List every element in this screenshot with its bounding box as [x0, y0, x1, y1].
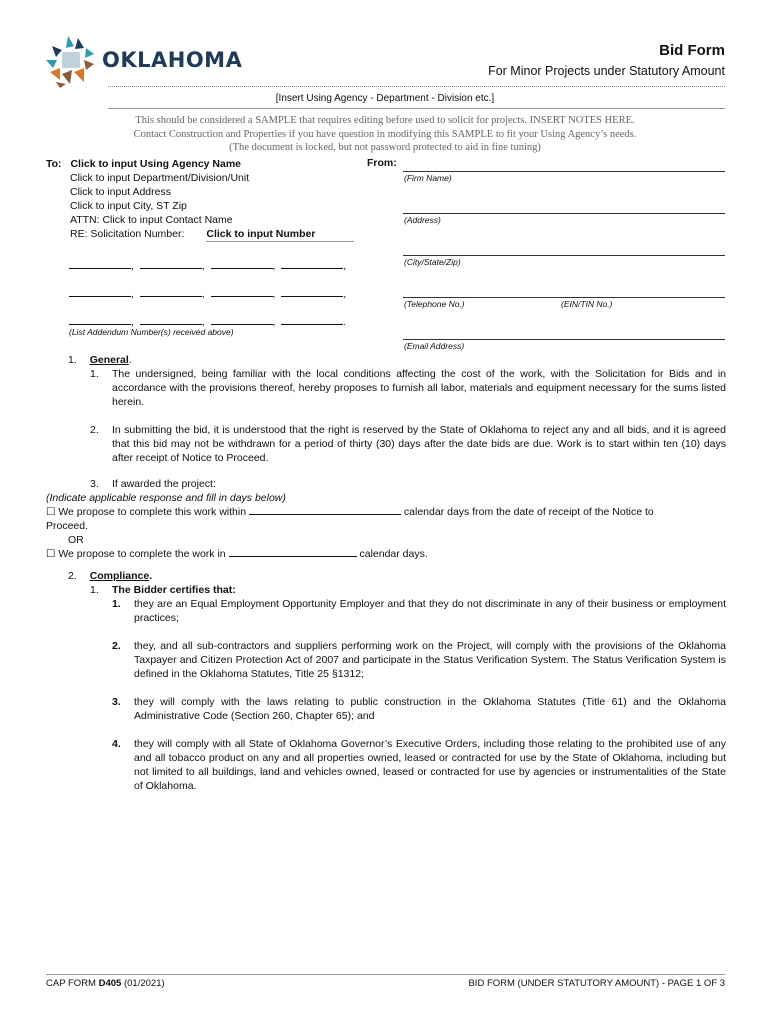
addendum-input[interactable] [69, 315, 131, 325]
note-line: This should be considered a SAMPLE that requires editing before used to solicit for projects. INSERT NOTES HERE. [135, 115, 635, 126]
addendum-input[interactable] [211, 315, 273, 325]
re-label: RE: Solicitation Number: [70, 228, 185, 240]
addendum-input[interactable] [281, 287, 343, 297]
compliance-text: they will comply with all State of Oklahoma Governor’s Executive Orders, including those relating to the prohibited use of any and all tobacco product on any and all properties owned, leased or contracted for use by the State of Oklahoma, including but not limited to all buildings, land and vehicles owned, leased or contracted for use by agencies or instrumentalities of the State of Oklahoma. [134, 738, 726, 792]
address-field[interactable]: Click to input Address [70, 186, 171, 198]
option-1-cont: Proceed. [46, 520, 89, 532]
section-compliance: 2. Compliance. 1. The Bidder certifies that: 1. they are an Equal Employment Opportunity Employer and that they do not discriminate in any of their business or employment practices; 2. they, and all sub-contractors and suppliers performing work on the Project, will comply with the provisions of the Oklahoma Taxpayer and Citizen Protection Act of 2007 and participate in the Status Verification System. The Status Verification System is defined in the Oklahoma Statutes, Title 25 §1312; 3. they will comply with the laws relating to public construction in the Oklahoma Statutes (Title 61) and the Oklahoma Administrative Code (Section 260, Chapter 65); and 4. they will comply with all State of Oklahoma Governor’s Executive Orders, including those relating to the prohibited use of any and all tobacco product on any and all properties owned, leased or contracted for use by the State of Oklahoma, including but not limited to all buildings, land and vehicles owned, leased or contracted for use by agencies or instrumentalities of the State of Oklahoma. [46, 569, 726, 793]
note-line: Contact Construction and Properties if you have question in modifying this SAMPLE to fit your Using Agency’s needs. [133, 128, 637, 140]
city-state-zip-input[interactable] [403, 255, 725, 256]
address-input[interactable] [403, 213, 725, 214]
city-state-zip-label: (City/State/Zip) [404, 257, 461, 267]
email-input[interactable] [403, 339, 725, 340]
footer-divider [46, 974, 725, 975]
telephone-input[interactable] [403, 297, 560, 298]
address-label: (Address) [404, 215, 441, 225]
addendum-input[interactable] [211, 259, 273, 269]
compliance-text: they are an Equal Employment Opportunity Employer and that they do not discriminate in any of their business or employment practices; [134, 598, 726, 624]
addendum-input[interactable] [140, 287, 202, 297]
section-number: 2. [68, 570, 77, 582]
form-title: Bid Form [659, 42, 725, 59]
footer-form-date: (01/2021) [121, 978, 165, 989]
section-title: Compliance [89, 570, 150, 582]
item-number: 4. [112, 738, 121, 750]
days-input-2[interactable] [229, 547, 357, 557]
footer-form-number: D405 [98, 978, 122, 989]
ein-input[interactable] [560, 297, 725, 298]
compliance-item [46, 737, 726, 793]
option-2-suffix: calendar days. [359, 548, 428, 560]
option-1-suffix: calendar days from the date of receipt of the Notice to [403, 506, 654, 518]
addendum-input[interactable] [140, 315, 202, 325]
addendum-label: (List Addendum Number(s) received above) [69, 327, 234, 337]
to-block [46, 157, 354, 242]
general-item-3: If awarded the project: [112, 478, 216, 490]
compliance-text: they, and all sub-contractors and suppliers performing work on the Project, will comply with the provisions of the Oklahoma Taxpayer and Citizen Protection Act of 2007 and participate in the Status Verification System. The Status Verification System is defined in the Oklahoma Statutes, Title 25 §1312; [134, 640, 726, 680]
compliance-item [46, 695, 726, 723]
addendum-row: , , , , [69, 287, 346, 300]
response-note: (Indicate applicable response and fill in days below) [46, 492, 286, 504]
item-number: 2. [112, 640, 121, 652]
option-2-checkbox[interactable]: ☐ We propose to complete the work in [46, 548, 226, 560]
addendum-input[interactable] [281, 315, 343, 325]
solicitation-number-field[interactable]: Click to input Number [206, 227, 354, 242]
section-general: 1. General. 1. The undersigned, being familiar with the local conditions affecting the cost of the work, with the Solicitation for Bids and in accordance with the provisions thereof, hereby proposes to furnish all labor, materials and equipment necessary for the sums listed herein. 2. In submitting the bid, it is understood that the right is reserved by the State of Oklahoma to reject any and all bids, and it is agreed that this bid may not be withdrawn for a period of thirty (30) days after the date bids are due. Work is to start within ten (10) days after receipt of Notice to Proceed. 3. If awarded the project: (Indicate applicable response and fill in days below) ☐ We propose to complete this work within calendar days from the date of receipt of the Notice to Proceed. OR ☐ We propose to complete the work in calendar days. [46, 354, 726, 560]
addendum-input[interactable] [69, 287, 131, 297]
item-number: 3. [90, 478, 99, 490]
item-number: 1. [90, 584, 99, 596]
addendum-input[interactable] [69, 259, 131, 269]
addendum-input[interactable] [211, 287, 273, 297]
item-number: 1. [112, 598, 121, 610]
section-number: 1. [68, 354, 77, 366]
oklahoma-star-icon [44, 34, 98, 88]
addendum-input[interactable] [140, 259, 202, 269]
department-field[interactable]: Click to input Department/Division/Unit [70, 172, 250, 184]
telephone-label: (Telephone No.) [404, 299, 465, 309]
footer-page-label: BID FORM (UNDER STATUTORY AMOUNT) - PAGE 1 OF 3 [468, 978, 725, 989]
oklahoma-logo [44, 34, 243, 88]
item-number: 3. [112, 696, 121, 708]
form-subtitle: For Minor Projects under Statutory Amount [488, 64, 725, 78]
agency-placeholder[interactable]: [Insert Using Agency - Department - Division etc.] [275, 93, 495, 104]
attn-field[interactable]: ATTN: Click to input Contact Name [70, 214, 233, 226]
bidder-certifies: The Bidder certifies that: [112, 584, 236, 596]
compliance-item [46, 639, 726, 681]
or-label: OR [68, 534, 84, 546]
city-field[interactable]: Click to input City, ST Zip [70, 200, 187, 212]
firm-name-input[interactable] [403, 171, 725, 172]
item-number: 1. [90, 368, 99, 380]
sample-notes [0, 114, 770, 155]
addendum-row: , , , , [69, 259, 346, 272]
logo-wordmark: OKLAHOMA [102, 48, 243, 72]
footer-form-code [46, 978, 165, 989]
general-item-1: The undersigned, being familiar with the local conditions affecting the cost of the work, with the Solicitation for Bids and in accordance with the provisions thereof, hereby proposes to furnish all labor, materials and equipment necessary for the sums listed herein. [112, 368, 726, 408]
item-number: 2. [90, 424, 99, 436]
agency-name-field[interactable]: Click to input Using Agency Name [70, 158, 242, 170]
agency-divider [108, 108, 725, 109]
option-1-checkbox[interactable]: ☐ We propose to complete this work within [46, 506, 247, 518]
compliance-item [46, 597, 726, 625]
from-label: From: [367, 157, 397, 169]
email-label: (Email Address) [404, 341, 465, 351]
note-line: (The document is locked, but not password protected to aid in fine tuning) [229, 142, 541, 153]
to-label: To: [46, 158, 62, 170]
compliance-text: they will comply with the laws relating to public construction in the Oklahoma Statutes (Title 61) and the Oklahoma Administrative Code (Section 260, Chapter 65); and [134, 696, 726, 722]
section-title: General [89, 354, 129, 366]
general-item-2: In submitting the bid, it is understood that the right is reserved by the State of Oklahoma to reject any and all bids, and it is agreed that this bid may not be withdrawn for a period of thirty (30) days after the date bids are due. Work is to start within ten (10) days after receipt of Notice to Proceed. [112, 424, 726, 464]
addendum-input[interactable] [281, 259, 343, 269]
days-input-1[interactable] [249, 505, 401, 515]
ein-label: (EIN/TIN No.) [561, 299, 613, 309]
footer-form-prefix: CAP FORM [46, 978, 99, 989]
addendum-row: , , , . [69, 315, 346, 328]
header-divider [108, 86, 725, 87]
firm-name-label: (Firm Name) [404, 173, 452, 183]
